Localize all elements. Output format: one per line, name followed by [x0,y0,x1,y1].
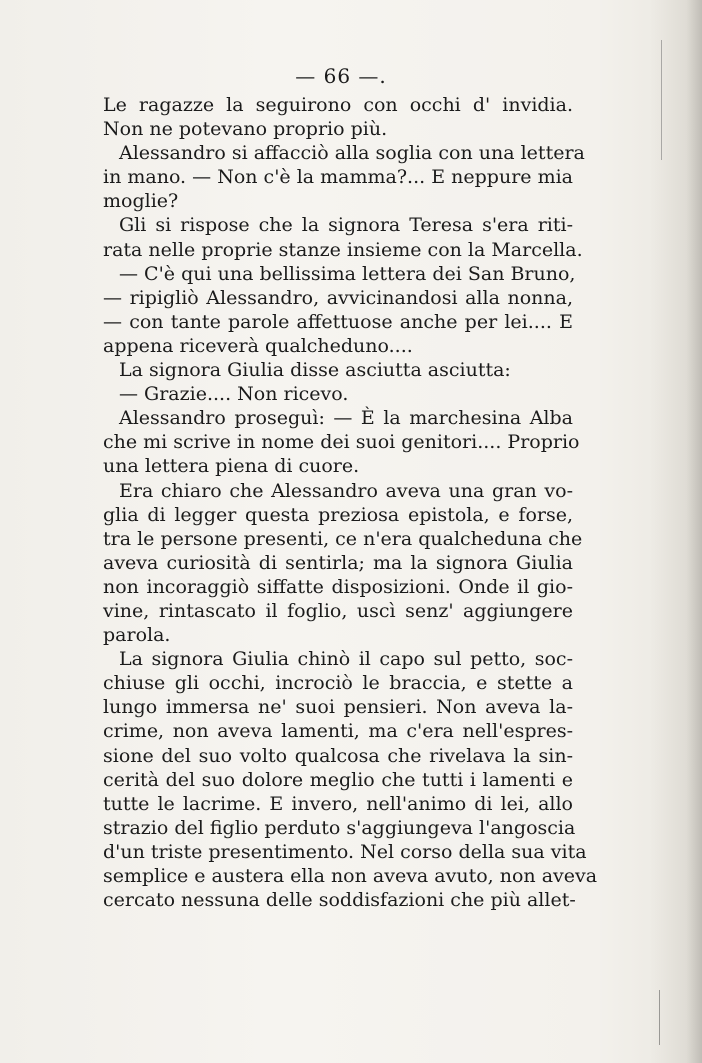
text-line: — Grazie.... Non ricevo. [119,383,349,406]
text-line: strazio del figlio perduto s'aggiungeva l'angoscia [103,816,576,839]
page-edge-shadow [650,0,702,1063]
text-line: — con tante parole affettuose anche per lei.... E [103,310,573,333]
text-line: La signora Giulia disse asciutta asciutta: [119,359,511,382]
text-line: vine, rintascato il foglio, uscì senz' aggiungere [103,599,573,622]
text-line: tutte le lacrime. E invero, nell'animo di lei, allo [103,792,573,815]
text-line: Gli si rispose che la signora Teresa s'era riti- [119,214,573,237]
text-line: Le ragazze la seguirono con occhi d' invidia. [103,94,573,116]
text-line: una lettera piena di cuore. [103,455,360,478]
text-line: tra le persone presenti, ce n'era qualcheduna che [103,527,583,550]
text-line: chiuse gli occhi, incrociò le braccia, e stette a [103,672,573,695]
text-line: — ripigliò Alessandro, avvicinandosi alla nonna, [103,286,573,309]
text-line: Alessandro proseguì: — È la marchesina Alba [119,407,573,430]
text-line: che mi scrive in nome dei suoi genitori.... Proprio [103,431,580,454]
text-line: cerità del suo dolore meglio che tutti i lamenti e [103,768,573,791]
text-line: sione del suo volto qualcosa che rivelava la sin- [103,744,573,767]
text-line: semplice e austera ella non aveva avuto, non aveva [103,865,598,887]
text-line: cercato nessuna delle soddisfazioni che più allet- [103,889,576,912]
text-line: appena riceverà qualcheduno.... [103,334,413,357]
page-edge-mark [661,40,662,160]
text-line: non incoraggiò siffatte disposizioni. Onde il gio- [103,575,573,598]
text-line: glia di legger questa preziosa epistola, e forse, [103,503,573,526]
text-line: Alessandro si affacciò alla soglia con una lettera [119,142,585,165]
text-line: Non ne potevano proprio più. [103,118,388,141]
text-line: d'un triste presentimento. Nel corso della sua vita [103,840,587,863]
text-line: rata nelle proprie stanze insieme con la Marcella. [103,238,583,261]
text-line: — C'è qui una bellissima lettera dei San Bruno, [119,262,576,285]
text-line: Era chiaro che Alessandro aveva una gran vo- [119,479,573,502]
page-number: — 66 —. [295,64,387,88]
body-text [103,93,598,912]
text-line: parola. [103,624,171,647]
text-line: lungo immersa ne' suoi pensieri. Non aveva la- [103,696,573,719]
page-edge-mark [659,990,660,1045]
text-line: crime, non aveva lamenti, ma c'era nell'espres- [103,720,573,743]
text-line: moglie? [103,190,179,213]
text-line: La signora Giulia chinò il capo sul petto, soc- [119,648,573,671]
text-line: in mano. — Non c'è la mamma?... E neppure mia [103,166,573,189]
text-line: aveva curiosità di sentirla; ma la signora Giulia [103,551,573,574]
